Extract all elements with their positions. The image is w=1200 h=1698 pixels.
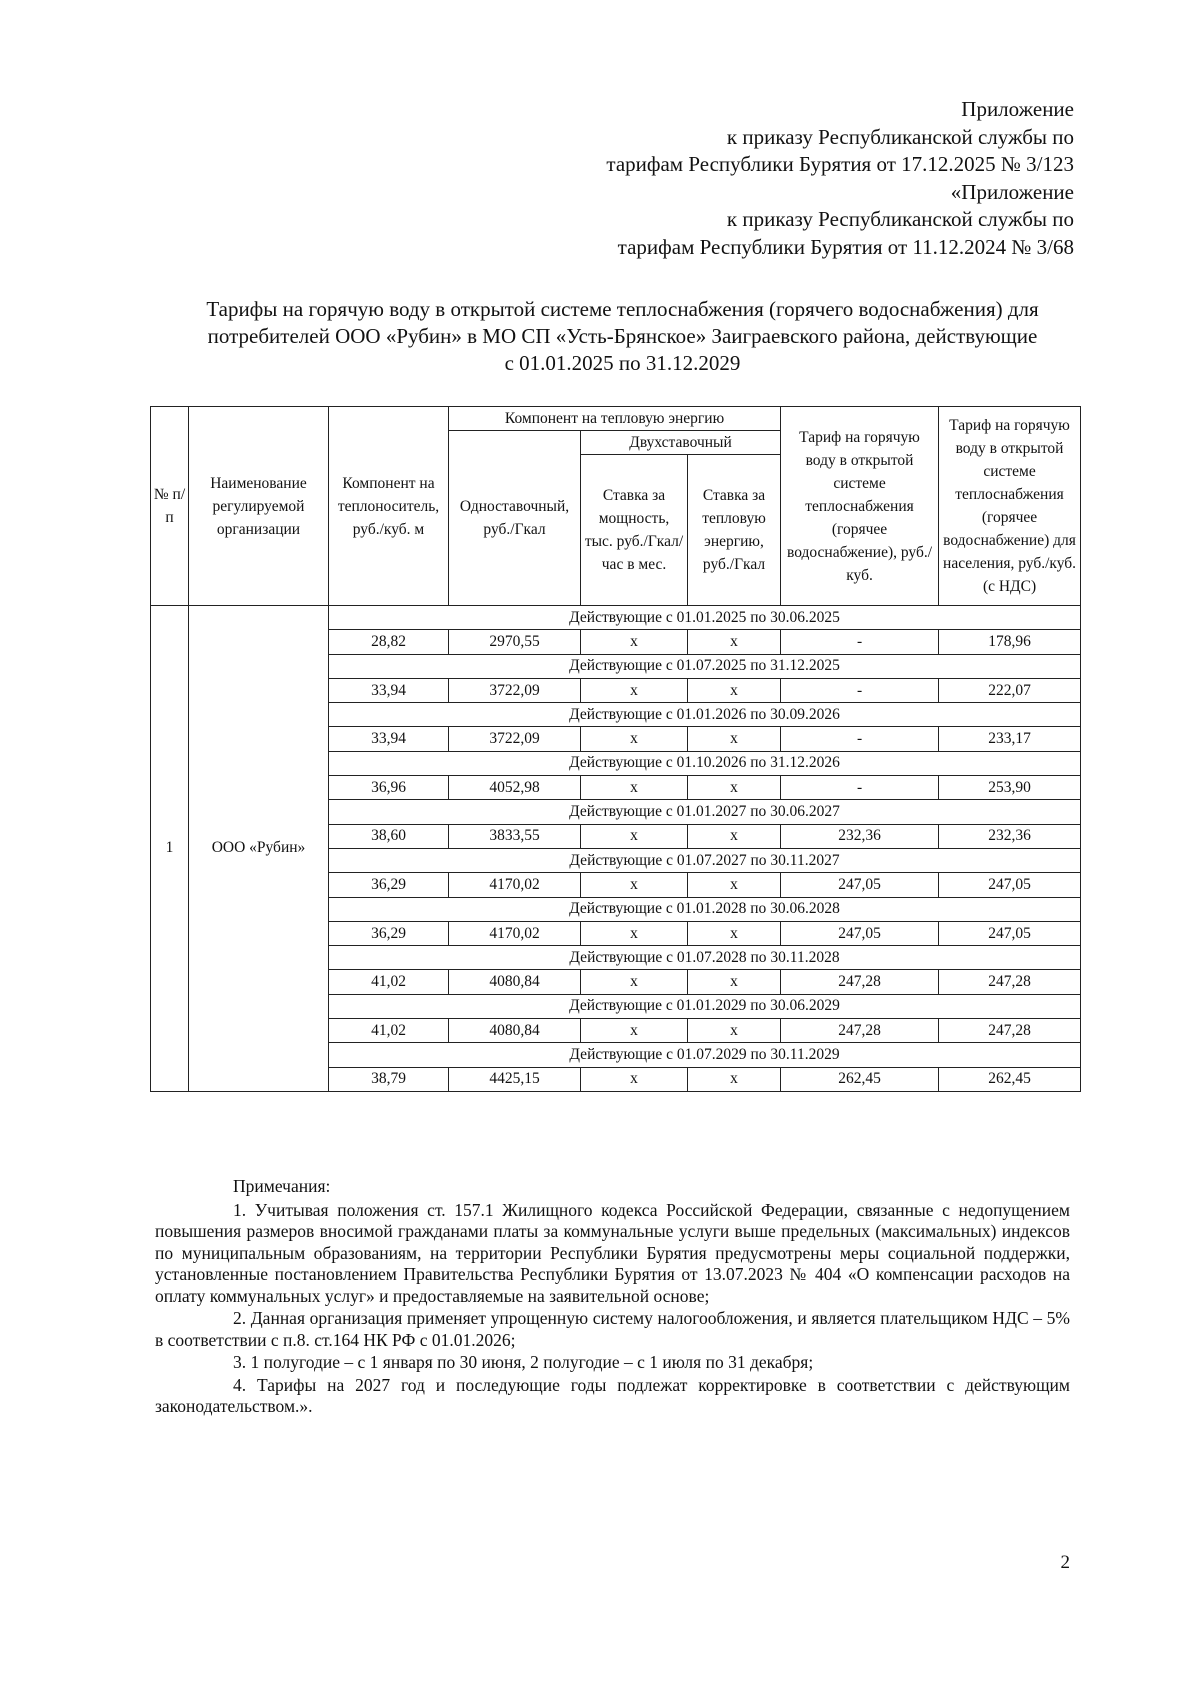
- period-label: Действующие с 01.07.2028 по 30.11.2028: [329, 946, 1081, 970]
- header-line: «Приложение: [950, 179, 1074, 204]
- hot-water-value: 232,36: [781, 824, 939, 848]
- population-value: 247,28: [939, 1019, 1081, 1043]
- hot-water-value: 247,28: [781, 1019, 939, 1043]
- header-line: к приказу Республиканской службы по: [726, 207, 1074, 231]
- population-value: 262,45: [939, 1067, 1081, 1091]
- energy-value: х: [688, 970, 781, 994]
- one-part-value: 4170,02: [449, 921, 581, 945]
- capacity-value: х: [581, 1019, 688, 1043]
- hot-water-value: 262,45: [781, 1067, 939, 1091]
- energy-value: х: [688, 1019, 781, 1043]
- period-label: Действующие с 01.07.2029 по 30.11.2029: [329, 1043, 1081, 1067]
- hot-water-value: -: [781, 727, 939, 751]
- population-value: 247,05: [939, 921, 1081, 945]
- carrier-value: 36,29: [329, 873, 449, 897]
- document-title: [165, 296, 1080, 377]
- one-part-value: 3722,09: [449, 727, 581, 751]
- period-row: [151, 606, 1081, 630]
- document-header: [606, 96, 1074, 261]
- one-part-value: 4425,15: [449, 1067, 581, 1091]
- period-label: Действующие с 01.01.2028 по 30.06.2028: [329, 897, 1081, 921]
- header-hot-water-population: Тариф на горячую воду в открытой системе теплоснабжения (горячее водоснабжение) для населения, руб./куб. (с НДС): [939, 407, 1081, 606]
- energy-value: х: [688, 727, 781, 751]
- energy-value: х: [688, 824, 781, 848]
- carrier-value: 33,94: [329, 727, 449, 751]
- notes-heading: Примечания:: [233, 1176, 331, 1196]
- one-part-value: 4080,84: [449, 970, 581, 994]
- one-part-value: 3722,09: [449, 678, 581, 702]
- tariff-table: [150, 406, 1081, 1092]
- capacity-value: х: [581, 970, 688, 994]
- header-num: № п/п: [151, 407, 189, 606]
- capacity-value: х: [581, 630, 688, 654]
- hot-water-value: 247,28: [781, 970, 939, 994]
- capacity-value: х: [581, 776, 688, 800]
- period-label: Действующие с 01.01.2026 по 30.09.2026: [329, 703, 1081, 727]
- period-label: Действующие с 01.07.2025 по 31.12.2025: [329, 654, 1081, 678]
- note-item: 2. Данная организация применяет упрощенную систему налогообложения, и является плательщиком НДС – 5% в соответствии с п.8. ст.164 НК РФ с 01.01.2026;: [155, 1308, 1070, 1350]
- population-value: 247,28: [939, 970, 1081, 994]
- period-label: Действующие с 01.01.2029 по 30.06.2029: [329, 994, 1081, 1018]
- title-line-3: с 01.01.2025 по 31.12.2029: [504, 351, 741, 375]
- header-line: тарифам Республики Бурятия от 17.12.2025 № 3/123: [606, 152, 1074, 176]
- population-value: 247,05: [939, 873, 1081, 897]
- notes-section: [155, 1176, 1070, 1419]
- population-value: 253,90: [939, 776, 1081, 800]
- energy-value: х: [688, 776, 781, 800]
- one-part-value: 4080,84: [449, 1019, 581, 1043]
- carrier-value: 36,29: [329, 921, 449, 945]
- period-label: Действующие с 01.01.2027 по 30.06.2027: [329, 800, 1081, 824]
- energy-value: х: [688, 678, 781, 702]
- carrier-value: 38,79: [329, 1067, 449, 1091]
- header-capacity-rate: Ставка за мощность, тыс. руб./Гкал/час в мес.: [581, 455, 688, 606]
- org-name: ООО «Рубин»: [189, 606, 329, 1092]
- period-label: Действующие с 01.01.2025 по 30.06.2025: [329, 606, 1081, 630]
- hot-water-value: -: [781, 630, 939, 654]
- hot-water-value: 247,05: [781, 921, 939, 945]
- capacity-value: х: [581, 824, 688, 848]
- title-line-2: потребителей ООО «Рубин» в МО СП «Усть-Брянское» Заиграевского района, действующие: [207, 324, 1038, 348]
- hot-water-value: -: [781, 678, 939, 702]
- capacity-value: х: [581, 678, 688, 702]
- population-value: 233,17: [939, 727, 1081, 751]
- carrier-value: 28,82: [329, 630, 449, 654]
- population-value: 232,36: [939, 824, 1081, 848]
- header-carrier: Компонент на теплоноситель, руб./куб. м: [329, 407, 449, 606]
- carrier-value: 33,94: [329, 678, 449, 702]
- energy-value: х: [688, 630, 781, 654]
- note-item: 1. Учитывая положения ст. 157.1 Жилищного кодекса Российской Федерации, связанные с недопущением повышения размеров вносимой гражданами платы за коммунальные услуги выше предельных (максимальных) индексов по муниципальным образованиям, на территории Республики Бурятия предусмотрены меры социальной поддержки, установленные постановлением Правительства Республики Бурятия от 13.07.2023 № 404 «О компенсации расходов на оплату коммунальных услуг» и предоставляемые на заявительной основе;: [155, 1199, 1070, 1306]
- period-label: Действующие с 01.07.2027 по 30.11.2027: [329, 848, 1081, 872]
- note-item: 4. Тарифы на 2027 год и последующие годы подлежат корректировке в соответствии с действующим законодательством.».: [155, 1374, 1070, 1416]
- one-part-value: 4052,98: [449, 776, 581, 800]
- title-line-1: Тарифы на горячую воду в открытой системе теплоснабжения (горячего водоснабжения) для: [206, 297, 1039, 321]
- energy-value: х: [688, 873, 781, 897]
- capacity-value: х: [581, 727, 688, 751]
- population-value: 178,96: [939, 630, 1081, 654]
- carrier-value: 41,02: [329, 1019, 449, 1043]
- header-energy-rate: Ставка за тепловую энергию, руб./Гкал: [688, 455, 781, 606]
- hot-water-value: 247,05: [781, 873, 939, 897]
- carrier-value: 41,02: [329, 970, 449, 994]
- carrier-value: 36,96: [329, 776, 449, 800]
- note-item: 3. 1 полугодие – с 1 января по 30 июня, 2 полугодие – с 1 июля по 31 декабря;: [233, 1352, 814, 1372]
- header-two-part: Двухставочный: [581, 431, 781, 455]
- row-number: 1: [151, 606, 189, 1092]
- header-heat-component: Компонент на тепловую энергию: [449, 407, 781, 431]
- hot-water-value: -: [781, 776, 939, 800]
- capacity-value: х: [581, 921, 688, 945]
- period-label: Действующие с 01.10.2026 по 31.12.2026: [329, 751, 1081, 775]
- capacity-value: х: [581, 1067, 688, 1091]
- one-part-value: 3833,55: [449, 824, 581, 848]
- header-hot-water: Тариф на горячую воду в открытой системе теплоснабжения (горячее водоснабжение), руб./куб.: [781, 407, 939, 606]
- energy-value: х: [688, 921, 781, 945]
- header-one-part: Одноставочный, руб./Гкал: [449, 431, 581, 606]
- capacity-value: х: [581, 873, 688, 897]
- header-line: к приказу Республиканской службы по: [726, 124, 1074, 149]
- one-part-value: 2970,55: [449, 630, 581, 654]
- header-org: Наименование регулируемой организации: [189, 407, 329, 606]
- carrier-value: 38,60: [329, 824, 449, 848]
- header-line: тарифам Республики Бурятия от 11.12.2024 № 3/68: [617, 234, 1074, 259]
- population-value: 222,07: [939, 678, 1081, 702]
- page-number: 2: [1060, 1552, 1070, 1573]
- energy-value: х: [688, 1067, 781, 1091]
- one-part-value: 4170,02: [449, 873, 581, 897]
- header-line: Приложение: [961, 97, 1074, 121]
